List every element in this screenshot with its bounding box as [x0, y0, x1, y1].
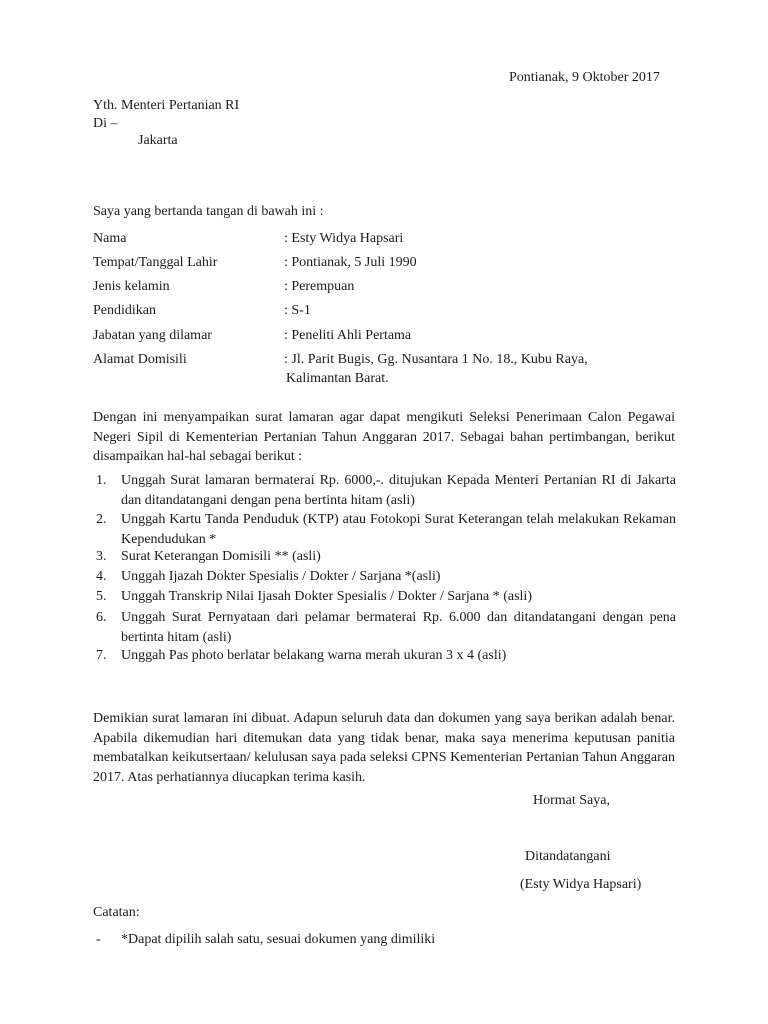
field-label-education: Pendidikan: [93, 303, 156, 318]
recipient-city: Jakarta: [138, 133, 178, 148]
notes-bullet: -: [96, 932, 101, 947]
signed-text: Ditandatangani: [525, 849, 611, 864]
list-item: Unggah Surat Pernyataan dari pelamar bermaterai Rp. 6.000 dan ditandatangani dengan pena bertinta hitam (asli): [121, 610, 676, 645]
list-number: 4.: [96, 569, 107, 584]
intro-line: Saya yang bertanda tangan di bawah ini :: [93, 204, 324, 219]
field-label-name: Nama: [93, 231, 127, 246]
list-item: Unggah Pas photo berlatar belakang warna merah ukuran 3 x 4 (asli): [121, 648, 507, 663]
signer-name: (Esty Widya Hapsari): [520, 877, 642, 892]
list-number: 3.: [96, 549, 107, 564]
recipient-di: Di –: [93, 116, 118, 131]
list-number: 2.: [96, 512, 107, 527]
salutation: Hormat Saya,: [533, 793, 610, 808]
list-number: 7.: [96, 648, 107, 663]
closing-paragraph: Demikian surat lamaran ini dibuat. Adapun seluruh data dan dokumen yang saya berikan adalah benar. Apabila dikemudian hari ditemukan data yang tidak benar, maka saya menerima keputusan panitia membatalkan keikutsertaan/ kelulusan saya pada seleksi CPNS Kementerian Pertanian Tahun Anggaran 2017. Atas perhatiannya diucapkan terima kasih.: [93, 711, 675, 785]
field-value-education: : S-1: [284, 303, 311, 318]
recipient: Yth. Menteri Pertanian RI: [93, 98, 240, 113]
field-value-address: : Jl. Parit Bugis, Gg. Nusantara 1 No. 18., Kubu Raya,: [284, 352, 588, 367]
list-item: Unggah Transkrip Nilai Ijasah Dokter Spesialis / Dokter / Sarjana * (asli): [121, 589, 532, 604]
field-label-address: Alamat Domisili: [93, 352, 187, 367]
list-item: Unggah Kartu Tanda Penduduk (KTP) atau Fotokopi Surat Keterangan telah melakukan Rekaman Kependudukan *: [121, 512, 676, 547]
field-value-name: : Esty Widya Hapsari: [284, 231, 404, 246]
list-item: Surat Keterangan Domisili ** (asli): [121, 549, 321, 564]
field-value-gender: : Perempuan: [284, 279, 355, 294]
list-number: 6.: [96, 610, 107, 625]
list-item: Unggah Surat lamaran bermaterai Rp. 6000,-. ditujukan Kepada Menteri Pertanian RI di Jakarta dan ditandatangani dengan pena bertinta hitam (asli): [121, 473, 676, 508]
body-paragraph: Dengan ini menyampaikan surat lamaran agar dapat mengikuti Seleksi Penerimaan Calon Pegawai Negeri Sipil di Kementerian Pertanian Tahun Anggaran 2017. Sebagai bahan pertimbangan, berikut disampaikan hal-hal sebagai berikut :: [93, 410, 675, 464]
list-number: 1.: [96, 473, 107, 488]
list-number: 5.: [96, 589, 107, 604]
field-value-position: : Peneliti Ahli Pertama: [284, 328, 412, 343]
field-label-position: Jabatan yang dilamar: [93, 328, 212, 343]
field-label-birth: Tempat/Tanggal Lahir: [93, 255, 218, 270]
field-value-address-line2: Kalimantan Barat.: [286, 371, 389, 386]
place-date: Pontianak, 9 Oktober 2017: [509, 70, 660, 85]
list-item: Unggah Ijazah Dokter Spesialis / Dokter / Sarjana *(asli): [121, 569, 441, 584]
notes-item: *Dapat dipilih salah satu, sesuai dokumen yang dimiliki: [121, 932, 436, 947]
field-label-gender: Jenis kelamin: [93, 279, 170, 294]
field-value-birth: : Pontianak, 5 Juli 1990: [284, 255, 417, 270]
notes-title: Catatan:: [93, 905, 140, 920]
